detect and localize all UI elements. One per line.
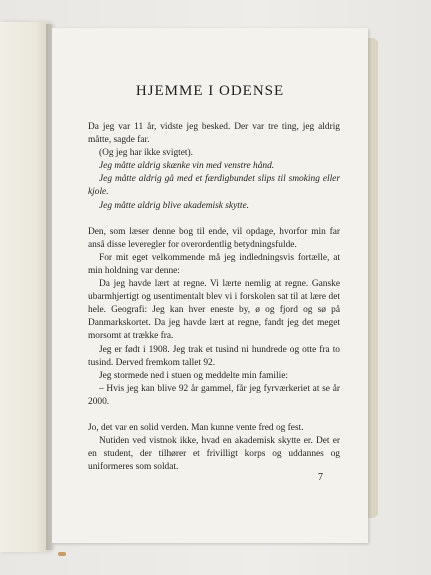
paragraph: (Og jeg har ikke svigtet). — [99, 148, 193, 159]
paragraph: Nutiden ved vistnok ikke, hvad en akademisk skytte er. Det er en student, der tilhører et frivilligt korps og uddannes og uniformeres som soldat. — [88, 436, 340, 473]
paragraph: Jeg stormede ned i stuen og meddelte min familie: — [99, 370, 289, 381]
italic-line: Jeg måtte aldrig blive akademisk skytte. — [99, 200, 249, 211]
paragraph-gap — [88, 409, 340, 422]
binding-mark — [58, 552, 66, 556]
page-number: 7 — [318, 472, 323, 483]
paragraph: Da jeg havde lært at regne. Vi lærte nemlig at regne. Ganske ubarmhjertigt og usentimentalt blev vi i forskolen sat til at lære det hele. Geografi: Jeg kan hver eneste by, ø og fjord og sø på Danmarkskortet. Da jeg havde lært at regne, fandt jeg det meget morsomt at trække fra. — [88, 279, 340, 342]
left-page-edge — [0, 22, 50, 552]
dialogue-line: – Hvis jeg kan blive 92 år gammel, får jeg fyrværkeriet at se år 2000. — [88, 383, 340, 407]
italic-line: Jeg måtte aldrig skænke vin med venstre hånd. — [99, 161, 275, 172]
paragraph: For mit eget velkommende må jeg indledningsvis fortælle, at min holdning var denne: — [88, 252, 340, 276]
paragraph: Jo, det var en solid verden. Man kunne vente fred og fest. — [88, 422, 304, 433]
italic-line: Jeg måtte aldrig gå med et færdigbundet slips til smoking eller kjole. — [88, 174, 340, 198]
paragraph: Da jeg var 11 år, vidste jeg besked. Der var tre ting, jeg aldrig måtte, sagde far. — [88, 122, 340, 146]
paragraph: Jeg er født i 1908. Jeg trak et tusind ni hundrede og otte fra to tusind. Derved fremkom tallet 92. — [88, 344, 340, 368]
book-page — [52, 28, 368, 543]
body-text — [88, 121, 340, 474]
paragraph-gap — [88, 213, 340, 226]
paragraph: Den, som læser denne bog til ende, vil opdage, hvorfor min far anså disse leveregler for overordentlig betydningsfulde. — [88, 226, 340, 250]
chapter-title: HJEMME I ODENSE — [135, 83, 285, 99]
